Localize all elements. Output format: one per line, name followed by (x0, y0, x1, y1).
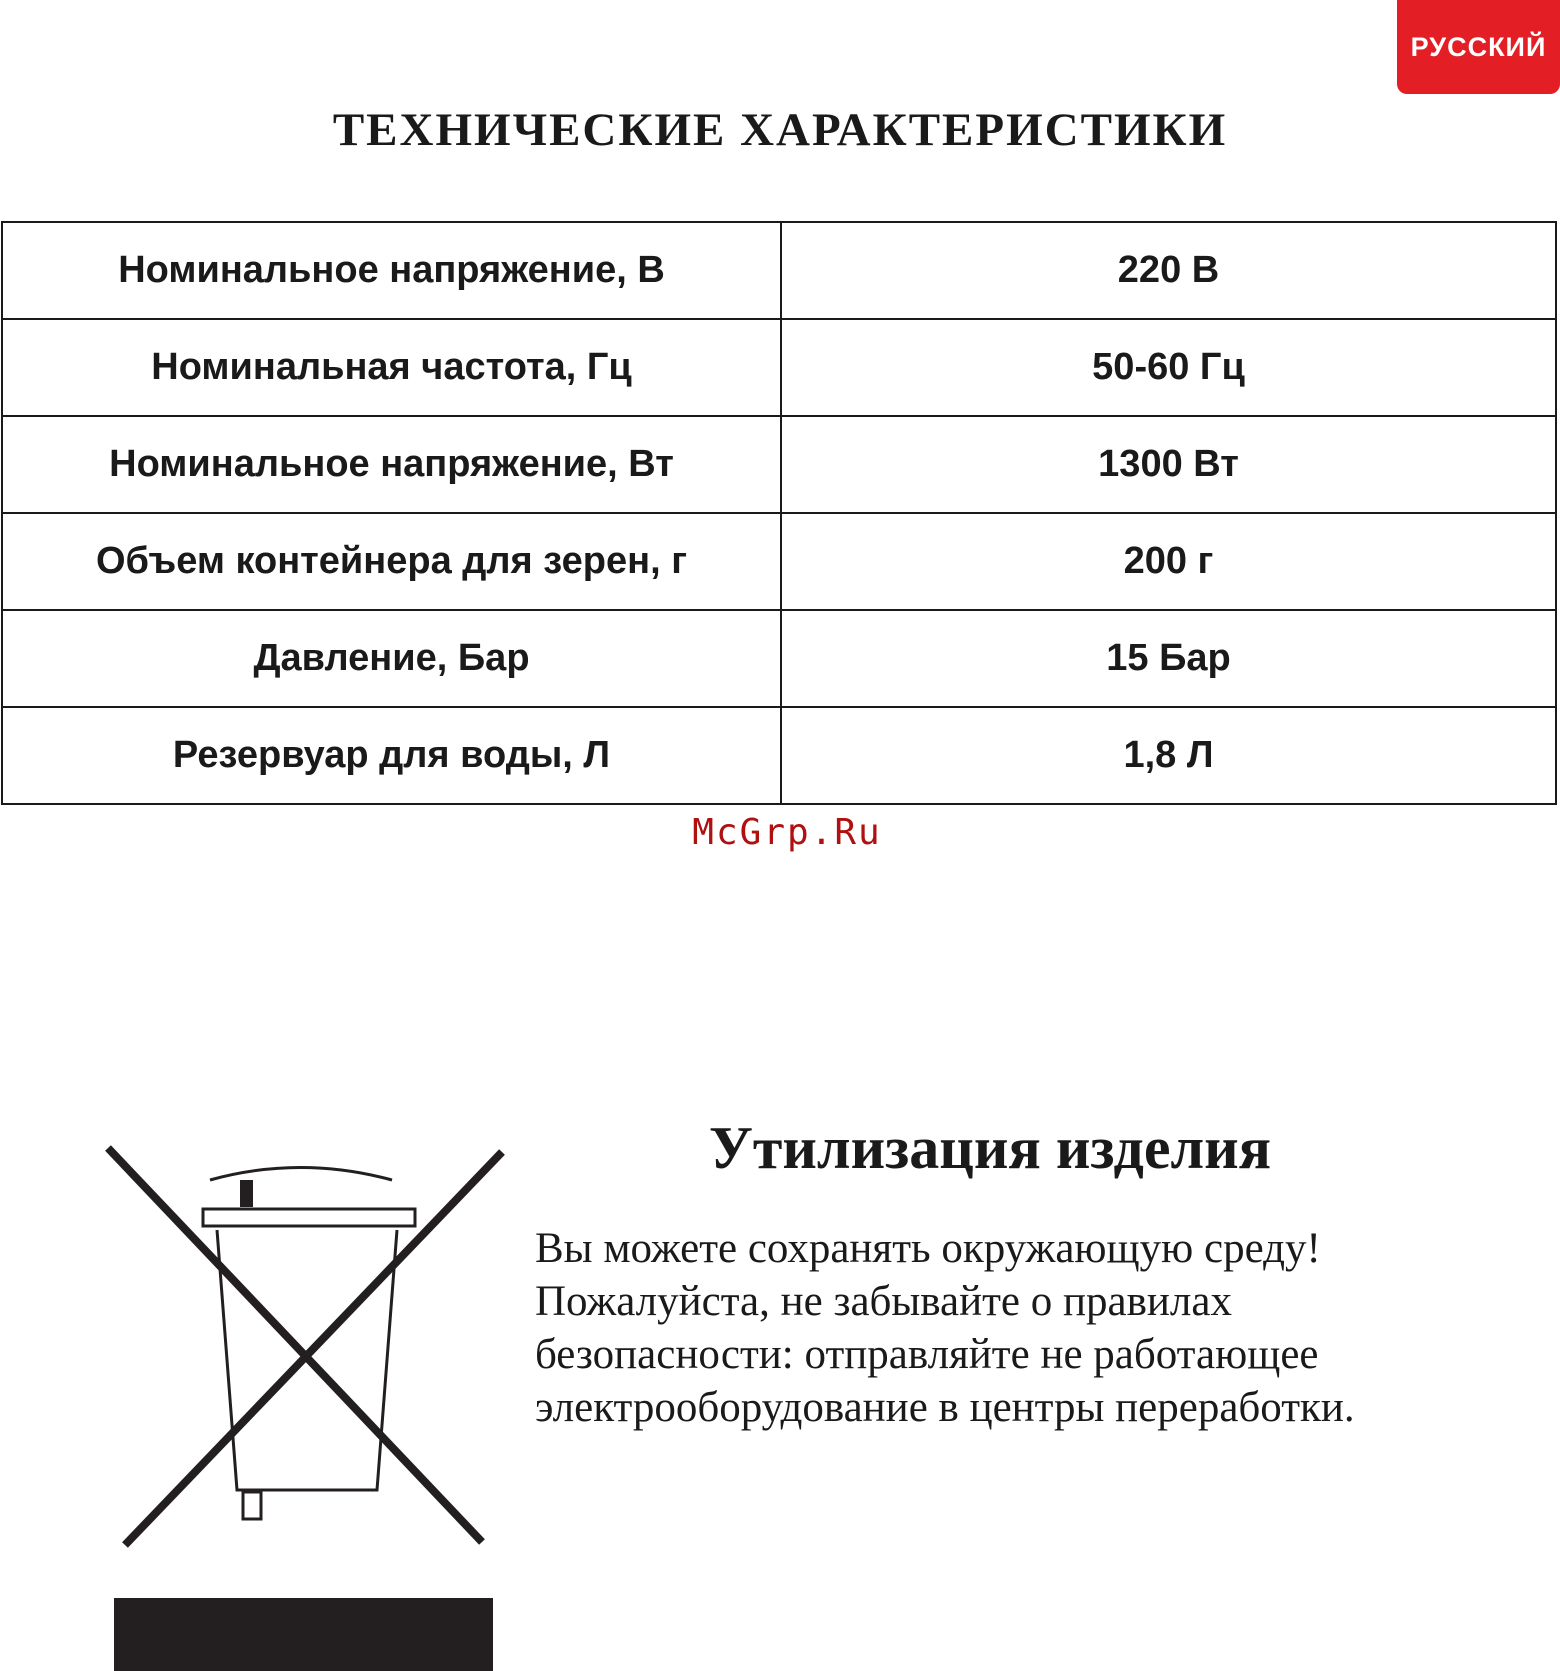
disposal-bar (114, 1598, 493, 1671)
spec-value: 50-60 Гц (781, 319, 1556, 416)
spec-value: 200 г (781, 513, 1556, 610)
disposal-line: безопасности: отправляйте не работающее (535, 1331, 1319, 1378)
spec-value: 15 Бар (781, 610, 1556, 707)
table-row (2, 707, 1556, 804)
spec-param: Объем контейнера для зерен, г (2, 513, 781, 610)
spec-param: Давление, Бар (2, 610, 781, 707)
table-row (2, 513, 1556, 610)
spec-param: Номинальное напряжение, Вт (2, 416, 781, 513)
table-row (2, 222, 1556, 319)
specs-title: ТЕХНИЧЕСКИЕ ХАРАКТЕРИСТИКИ (332, 104, 1228, 156)
spec-value: 220 В (781, 222, 1556, 319)
disposal-line: электрооборудование в центры переработки. (535, 1384, 1355, 1431)
disposal-line: Вы можете сохранять окружающую среду! (535, 1225, 1321, 1272)
spec-param: Номинальная частота, Гц (2, 319, 781, 416)
spec-value: 1,8 Л (781, 707, 1556, 804)
spec-param: Номинальное напряжение, В (2, 222, 781, 319)
spec-value: 1300 Вт (781, 416, 1556, 513)
table-row (2, 319, 1556, 416)
language-badge: РУССКИЙ (1397, 0, 1560, 94)
specs-table (1, 221, 1557, 805)
crossed-out-wheelie-bin-icon (100, 1140, 510, 1560)
table-row (2, 610, 1556, 707)
disposal-text (535, 1222, 1545, 1434)
spec-param: Резервуар для воды, Л (2, 707, 781, 804)
disposal-line: Пожалуйста, не забывайте о правилах (535, 1278, 1232, 1325)
watermark-link[interactable]: McGrp.Ru (692, 812, 882, 853)
disposal-title: Утилизация изделия (708, 1115, 1272, 1181)
table-row (2, 416, 1556, 513)
